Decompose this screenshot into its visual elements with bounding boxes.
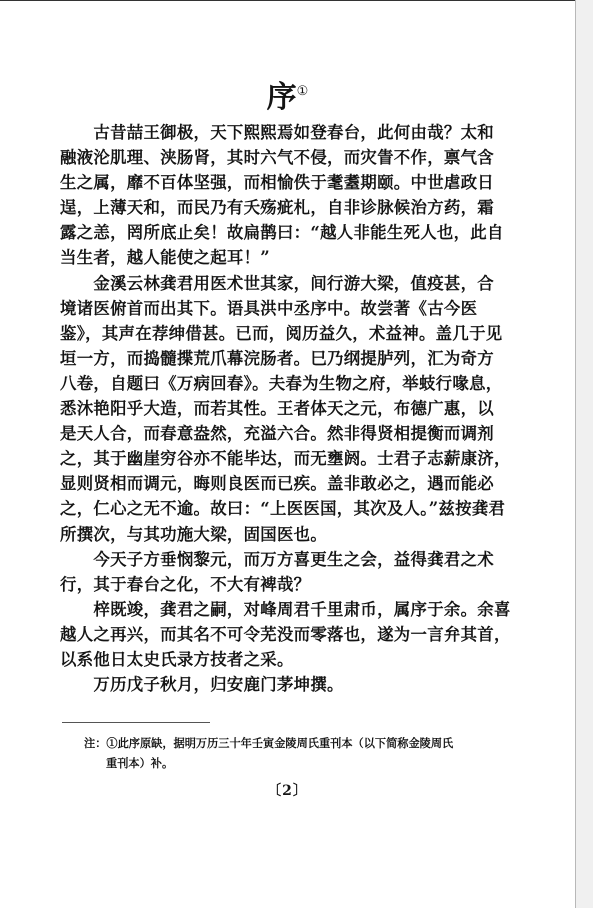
text-line: 是天人合，而春意盎然，充溢六合。然非得贤相提衡而调剂 xyxy=(60,424,494,444)
text-line: 古昔喆王御极，天下熙熙焉如登春台，此何由哉？太和 xyxy=(60,123,494,142)
text-line: 八卷，自题曰《万病回春》。夫春为生物之府，举蚑行喙息， xyxy=(60,373,503,393)
text-line: 垣一方，而捣髓揲荒爪幕浣肠者。巳乃纲提胪列，汇为奇方 xyxy=(60,348,494,368)
page-title xyxy=(0,74,575,116)
text-line: 境诸医俯首而出其下。语具洪中丞序中。故尝著《古今医 xyxy=(60,298,478,318)
text-line: 越人之再兴，而其名不可令芜没而零落也，遂为一言弁其首， xyxy=(60,624,511,644)
footnote-divider xyxy=(62,722,210,723)
text-line: 当生者，越人能使之起耳！” xyxy=(60,248,271,268)
text-line: 梓既竣，龚君之嗣，对峰周君千里肃币，属序于余。余喜 xyxy=(60,599,511,619)
text-line: 之，仁心之无不逾。故曰：“上医医国，其次及人。”兹按龚君 xyxy=(60,499,506,519)
footnote-line: 注：①此序原缺，据明万历三十年壬寅金陵周氏重刊本（以下简称金陵周氏 xyxy=(84,736,454,750)
preface-body xyxy=(60,120,518,697)
text-line: 今天子方垂悯黎元，而万方喜更生之会，益得龚君之术 xyxy=(60,549,494,569)
title-footnote-marker: ① xyxy=(296,84,309,99)
title-text: 序 xyxy=(266,80,297,115)
text-line: 行，其于春台之化，不大有裨哉？ xyxy=(60,574,311,594)
text-line: 所撰次，与其功施大梁，固国医也。 xyxy=(60,524,328,544)
footnote xyxy=(84,733,514,773)
text-line: 融液沦肌理、浃肠肾，其时六气不侵，而灾眚不作，禀气含 xyxy=(60,148,494,168)
footnote-line: 重刊本）补。 xyxy=(106,756,174,770)
text-line: 以系他日太史氏录方技者之采。 xyxy=(60,649,294,669)
text-line: 显则贤相而调元，晦则良医而已疾。盖非敢必之，遇而能必 xyxy=(60,474,494,494)
viewer-right-edge xyxy=(575,0,593,908)
page-number: 〔2〕 xyxy=(267,783,308,799)
text-line: 悉沐艳阳乎大造，而若其性。王者体天之元，布德广惠，以 xyxy=(60,399,494,419)
text-line: 逞，上薄天和，而民乃有夭殇疵札，自非诊脉候治方药，霜 xyxy=(60,198,494,218)
page-top-border xyxy=(0,0,593,1)
text-line: 生之属，靡不百体坚强，而相愉佚于耄耋期颐。中世虐政日 xyxy=(60,173,494,193)
text-line: 金溪云林龚君用医术世其家，间行游大梁，值疫甚，合 xyxy=(60,273,494,293)
text-line: 之，其于幽崖穷谷亦不能毕达，而无壅阏。士君子志薪康济， xyxy=(60,449,511,469)
text-line: 露之恙，罔所底止矣！故扁鹊曰：“越人非能生死人也，此自 xyxy=(60,223,504,243)
text-line: 鉴》，其声在荐绅借甚。已而，阅历益久，术益神。盖几于见 xyxy=(60,323,503,343)
text-line: 万历戊子秋月，归安鹿门茅坤撰。 xyxy=(60,675,344,695)
